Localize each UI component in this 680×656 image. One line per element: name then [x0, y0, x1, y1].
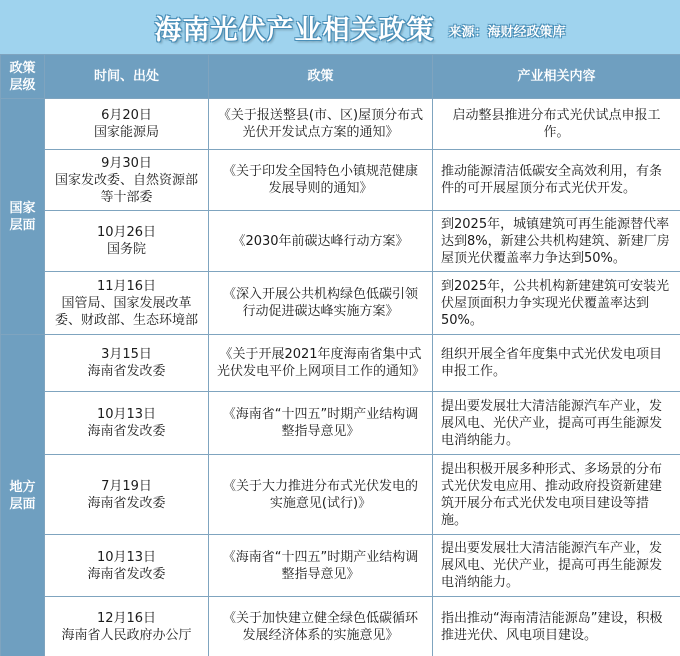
time-source-cell: 10月13日 海南省发改委	[45, 535, 209, 597]
time-source-cell: 10月13日 海南省发改委	[45, 392, 209, 455]
content-cell: 提出要发展壮大清洁能源汽车产业，发展风电、光伏产业，提高可再生能源发电消纳能力。	[433, 535, 680, 597]
content-cell: 启动整县推进分布式光伏试点申报工作。	[433, 99, 680, 150]
policy-cell: 《海南省“十四五”时期产业结构调整指导意见》	[209, 392, 433, 455]
source-label: 来源：海财经政策库	[448, 24, 566, 40]
time-source-cell: 3月15日 海南省发改委	[45, 335, 209, 392]
time-source-cell: 9月30日 国家发改委、自然资源部等十部委	[45, 150, 209, 211]
content-cell: 推动能源清洁低碳安全高效利用，有条件的可开展屋顶分布式光伏开发。	[433, 150, 680, 211]
policy-cell: 《关于开展2021年度海南省集中式光伏发电平价上网项目工作的通知》	[209, 335, 433, 392]
header-level: 政策层级	[1, 55, 45, 99]
content-cell: 到2025年，城镇建筑可再生能源替代率达到8%，新建公共机构建筑、新建厂房屋顶光伏覆盖率力争达到50%。	[433, 211, 680, 272]
content-cell: 提出要发展壮大清洁能源汽车产业，发展风电、光伏产业，提高可再生能源发电消纳能力。	[433, 392, 680, 455]
content-cell: 到2025年，公共机构新建建筑可安装光伏屋顶面积力争实现光伏覆盖率达到50%。	[433, 272, 680, 335]
time-source-cell: 11月16日 国管局、国家发展改革委、财政部、生态环境部	[45, 272, 209, 335]
content-cell: 指出推动“海南清洁能源岛”建设，积极推进光伏、风电项目建设。	[433, 597, 680, 656]
policy-cell: 《关于报送整县(市、区)屋顶分布式光伏开发试点方案的通知》	[209, 99, 433, 150]
header-time-source: 时间、出处	[45, 55, 209, 99]
table-header-row	[1, 55, 680, 99]
table-row	[1, 455, 680, 535]
time-source-cell: 7月19日 海南省发改委	[45, 455, 209, 535]
level-national: 国家层面	[1, 99, 45, 335]
header-policy: 政策	[209, 55, 433, 99]
time-source-cell: 10月26日 国务院	[45, 211, 209, 272]
table-row	[1, 392, 680, 455]
table-row	[1, 597, 680, 656]
title-bar	[0, 0, 680, 54]
policy-cell: 《海南省“十四五”时期产业结构调整指导意见》	[209, 535, 433, 597]
table-row	[1, 272, 680, 335]
policy-table	[0, 54, 680, 656]
content-cell: 提出积极开展多种形式、多场景的分布式光伏发电应用、推动政府投资新建建筑开展分布式光伏发电项目建设等措施。	[433, 455, 680, 535]
policy-cell: 《深入开展公共机构绿色低碳引领行动促进碳达峰实施方案》	[209, 272, 433, 335]
table-row	[1, 535, 680, 597]
level-local: 地方层面	[1, 335, 45, 656]
policy-cell: 《关于加快建立健全绿色低碳循环发展经济体系的实施意见》	[209, 597, 433, 656]
header-content: 产业相关内容	[433, 55, 680, 99]
policy-cell: 《2030年前碳达峰行动方案》	[209, 211, 433, 272]
table-row	[1, 335, 680, 392]
policy-cell: 《关于印发全国特色小镇规范健康发展导则的通知》	[209, 150, 433, 211]
time-source-cell: 6月20日 国家能源局	[45, 99, 209, 150]
content-cell: 组织开展全省年度集中式光伏发电项目申报工作。	[433, 335, 680, 392]
table-row	[1, 211, 680, 272]
time-source-cell: 12月16日 海南省人民政府办公厅	[45, 597, 209, 656]
table-row	[1, 99, 680, 150]
policy-cell: 《关于大力推进分布式光伏发电的实施意见(试行)》	[209, 455, 433, 535]
page-title: 海南光伏产业相关政策	[154, 14, 435, 46]
table-row	[1, 150, 680, 211]
